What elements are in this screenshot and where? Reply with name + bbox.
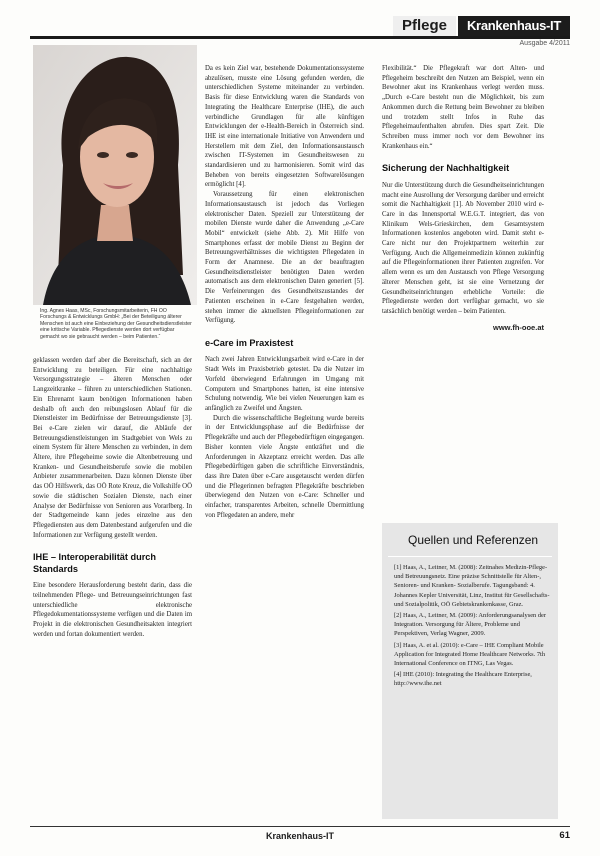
body-paragraph: Nur die Unterstützung durch die Gesundheitseinrichtungen macht eine Ausrollung der Versorgung darüber und erreicht somit die Nachhaltigkeit [1]. Ab November 2010 wird e-Care in das Innensportal W.E.G.T. integriert, das von Klinikum Wels-Grieskirchen, dem Gesamtsystem Informationen kostenlos angeboten wird. Damit steht e-Care nicht nur den Projektpartnern weiterhin zur Verfügung. Auch die Allgemeinmedizin können zukünftig auf die Pflegeinformationen ihrer Patienten zugreifen. Vor allem wenn es um den Austausch von Pflege Versorgung älterer Menschen geht, ist sie eine Vernetzung der Gesundheitseinrichtungen erhebliche Vorteile: die Pflegedienste werden dort verfügbar gemacht, wo sie tatsächlich benötigt werden – beim Patienten. (382, 181, 544, 315)
body-paragraph: Voraussetzung für einen elektronischen Informationsaustausch ist jedoch das Vorliegen elektronischer Daten. Speziell zur Unterstützung der mobilen Dienste wurde daher die Anwendung „e-Care Mobil“ entwickelt (siehe Abb. 2). Mit Hilfe von Smartphones erfasst der mobile Dienst zu Beginn der Betreuungsverhältnisses die wichtigsten Pflegedaten in Form der Anamnese. Die an der beauftragten Gesundheitsdienstleister benötigten Daten werden automatisch aus dem elektronischen Daten generiert [5]. Die Verfeinerungen des Gesundheitszustandes der Patienten erscheinen in e-Care festgehalten werden, stehen immer die aktuellsten Pflegeinformationen zur Verfügung. (205, 191, 364, 325)
body-paragraph: geklassen werden darf aber die Bereitschaft, sich an der Entwicklung zu beteiligen. Für eine nachhaltige Versorgungsstrategie – älteren Menschen oder Langzeitkranke – führen zu unterschiedlichen Stationen. Ein Ehrenamt kaum benötigen Informationen haben deshalb oft auch den reibungslosen Ablauf für die Dienstleister im Bedürfnisse der Betreuungsdienste [3]. Bei e-Care zielen wir darauf, die Abläufe der Betreuungsdienstleistungen im Stadtgebiet von Wels zu einem System für ältere Menschen zu verbinden, in dem Ältere, ihre Pflegeheime sowie die Altenbetreuung und Kranken- und Gesundheitsberufe sowie die mobilen Anbieter zusammenarbeiten. Dazu können Dienste über das OÖ Hilfswerk, das OÖ Rote Kreuz, die Volkshilfe OÖ sowie die städtischen Sozialen Dienste, nach einer Analyse der Bedürfnisse von Senioren aus Vorarlberg. In der Stadtgemeinde kann jedes einzelne aus den Pflegediensten aus dem Datenbestand aufgerufen und die Informationen zur Verfügung gestellt werden. (33, 357, 192, 539)
references-box (382, 523, 558, 819)
magazine-logo: Krankenhaus-IT (458, 16, 570, 36)
references-title: Quellen und Referenzen (408, 533, 539, 547)
section-heading: Sicherung der Nachhaltigkeit (382, 163, 510, 174)
page-number: 61 (559, 830, 570, 841)
body-paragraph: Nach zwei Jahren Entwicklungsarbeit wird e-Care in der Stadt Wels im Praxisbetrieb getestet. Da die Nutzer im Vorfeld überwiegend Erfahrungen im Umgang mit Computern und Smartphones hatten, ist eine intensive Schulung notwendig. Wie bei vielen Neuerungen kam es anfänglich zu Zweifel und Ängsten. (205, 356, 364, 412)
photo-caption: Ing. Agnes Haas, MSc, Forschungsmitarbeiterin, FH OÖ Forschungs & Entwicklungs GmbH: „Bei der Beteiligung älterer Menschen ist auch eine Einbeziehung der Gesundheitsdienstleister eine kritische Variable. Pflegedienste werden dort verfügbar gemacht wo sie gebraucht werden – beim Patienten.“ (40, 308, 192, 340)
header-rule (30, 36, 570, 39)
portrait-photo (33, 45, 197, 305)
section-heading: e-Care im Praxistest (205, 337, 294, 348)
body-paragraph: Flexibilität.“ Die Pflegekraft war dort Alten- und Pflegeheim beschreibt den Nutzen am Beispiel, wenn ein Bewohner akut ins Krankenhaus verlegt werden muss. „Durch e-Care besteht nun die Möglichkeit, bis zum Ankommen durch die Rettung beim Bewohner zu bleiben und trotzdem stellt Infos in Ruhe das Pflegeheimaufenthalten abrufen. Dies spart Zeit. Die Schreiben muss immer noch vor dem Bewohner ins Krankenhaus ein.“ (382, 65, 544, 150)
article-column-1 (33, 356, 192, 826)
reference-item: [3] Haas, A. et al. (2010): e-Care – IHE Compliant Mobile Application for Integrated Home Healthcare Networks. 7th International Conference on ITNG, Las Vegas. (394, 641, 546, 668)
reference-item: [4] IHE (2010): Integrating the Healthcare Enterprise, http://www.ihe.net (394, 671, 532, 688)
footer-rule (30, 826, 570, 827)
divider (388, 556, 552, 557)
reference-item: [1] Haas, A., Leitner, M. (2008): Zeitnahes Medizin-Pflege- und Betreuungsnetz. Eine präzise Schnittstelle für Alten-, Senioren- und Kranken- Sozialberufe. Tagungsband: 4. Johannes Kepler Universität, Linz, Institut für Gesellschafts- und Sozialpolitik, OÖ Gebietskrankenkasse, Graz. (394, 564, 550, 608)
article-column-2 (205, 64, 364, 824)
footer-logo: Krankenhaus-IT (265, 831, 334, 841)
section-label: Pflege (393, 16, 456, 36)
body-paragraph: Da es kein Ziel war, bestehende Dokumentationssysteme abzulösen, musste eine Lösung gefunden werden, die unterschiedlichen Systeme miteinander zu verbinden. Basis für diese Entwicklung waren die Standards von Integrating the Healthcare Enterprise (IHE), die auch verbindliche Grundlagen für alle künftigen Entwicklungen der e-Health-Bereich in Österreich sind. IHE ist eine internationale Initiative von Anwendern und Herstellern mit dem Ziel, den Informationsaustausch zwischen IT-Systemen im Gesundheitswesen zu standardisieren und zu harmonisieren. Somit wird das Beheben von bereits eingesetzten Softwarelösungen ermöglicht [4]. (205, 65, 364, 189)
reference-item: [2] Haas, A., Leitner, M. (2009): Anforderungsanalysen der Integration. Versorgung für Ältere, Probleme und Perspektiven, Verlag Wagner, 2009. (394, 612, 547, 638)
article-column-3 (382, 64, 544, 519)
body-paragraph: Durch die wissenschaftliche Begleitung wurde bereits in der Entwicklungsphase auf die Bedürfnisse der Pflegekräfte und auch der Pflegebedürftigen eingegangen. Bisher konnten viele Ängste entkräftet und die Anforderungen in Akzeptanz erreicht werden. Das alle Pflegebedürftigen gaben die schriftliche Einverständnis, dass ihre Daten über e-Care ausgetauscht werden dürfen und die Pflegerinnen befragten Pflegekräfte beschrieben überwiegend den Nutzen von e-Care: Schneller und einfacher, transparentes Arbeiten, schnelle Übermittlung von Pflegedaten an andere, mehr (205, 414, 364, 519)
issue-label: Ausgabe 4/2011 (519, 40, 570, 47)
website-link[interactable]: www.fh-ooe.at (493, 322, 544, 332)
section-heading: IHE – Interoperabilität durch Standards (33, 552, 157, 574)
body-paragraph: Eine besondere Herausforderung besteht darin, dass die teilnehmenden Pflege- und Betreuungseinrichtungen fast unterschiedliche elektronische Pflegedokumentationssysteme verfügen und die Daten im Projekt in die elektronischen Gesundheitsakten integriert werden und fortan dokumentiert werden. (33, 582, 192, 638)
